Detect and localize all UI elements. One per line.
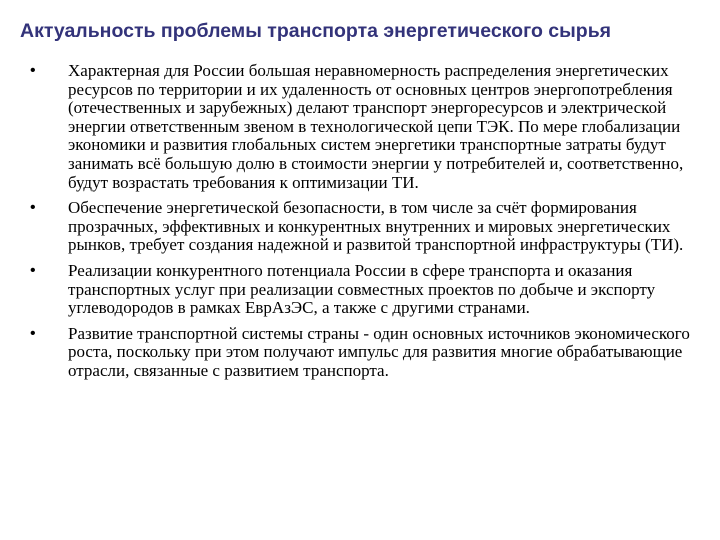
bullet-icon: • xyxy=(30,324,36,342)
bullet-list xyxy=(30,62,690,388)
list-item-text: Обеспечение энергетической безопасности, в том числе за счёт формирования прозрачных, эффективных и конкурентных внутренних и мировых энергетических рынков, требует создания надежной и развитой транспортной инфраструктуры (ТИ). xyxy=(68,198,684,255)
bullet-icon: • xyxy=(30,62,36,79)
list-item-text: Реализации конкурентного потенциала России в сфере транспорта и оказания транспортных услуг при реализации совместных проектов по добыче и экспорту углеводородов в рамках ЕврАзЭС, а также с другими странами. xyxy=(68,260,656,318)
bullet-icon: • xyxy=(30,199,36,217)
list-item-text: Развитие транспортной системы страны - один основных источников экономического роста, поскольку при этом получают импульс для развития многие обрабатывающие отрасли, связанные с развитием транспорта. xyxy=(68,323,690,380)
list-item xyxy=(30,199,690,255)
list-item xyxy=(30,262,690,318)
list-item xyxy=(30,325,690,381)
slide-title: Актуальность проблемы транспорта энергетического сырья xyxy=(20,20,612,42)
list-item xyxy=(30,62,690,192)
list-item-text: Характерная для России большая неравномерность распределения энергетических ресурсов по территории и их удаленность от основных центров энергопотребления (отечественных и зарубежных) делают транспорт энергоресурсов и электрической энергии ответственным звеном в технологической цепи ТЭК. По мере глобализации экономики и развития глобальных систем энергетики транспортные затраты будут занимать всё большую долю в стоимости энергии у потребителей и, соответственно, будут возрастать требования к оптимизации ТИ. xyxy=(68,61,684,192)
bullet-icon: • xyxy=(30,261,36,279)
